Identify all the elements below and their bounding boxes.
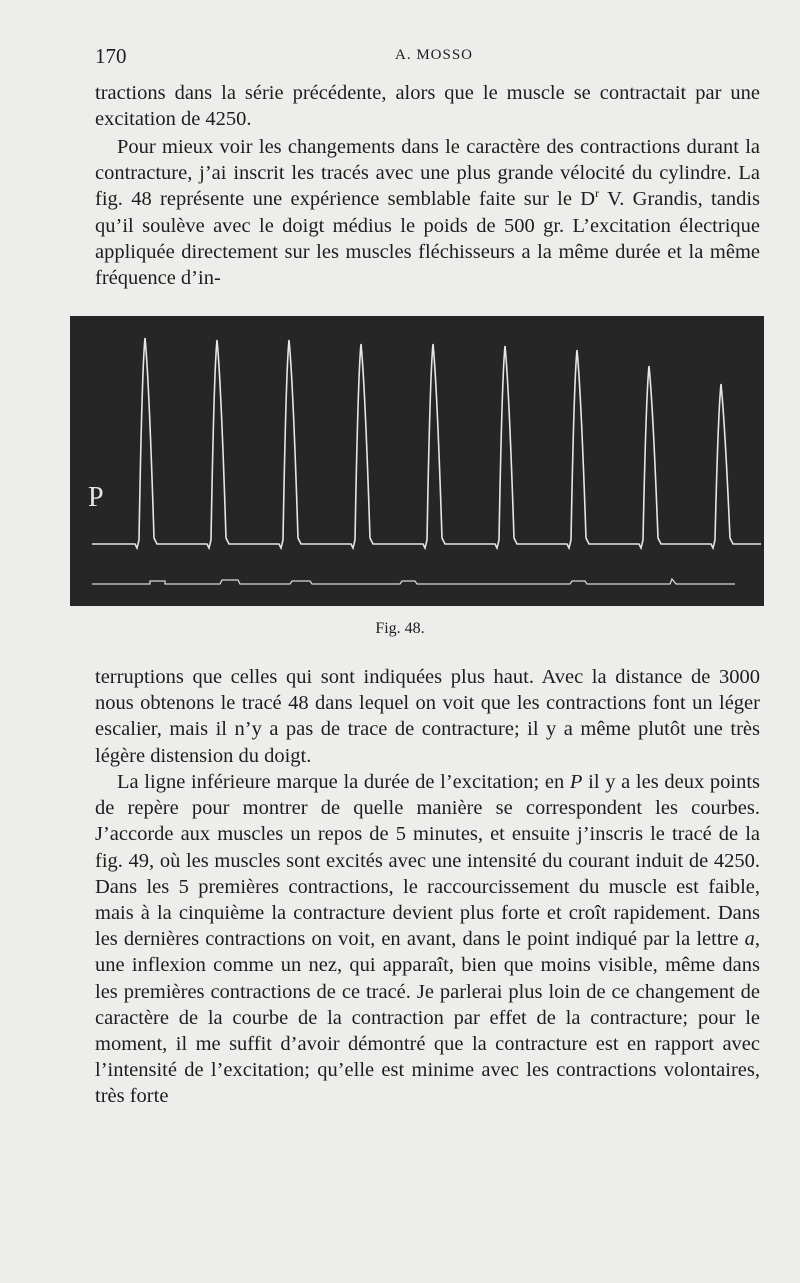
paragraph-1: tractions dans la série précédente, alors que le muscle se contractait par une excitation de 4250.	[95, 82, 760, 131]
marker-p-label: P	[88, 482, 104, 513]
paragraph-3: terruptions que celles qui sont indiquées plus haut. Avec la distance de 3000 nous obtenons le tracé 48 dans lequel on voit que les contractions font un léger escalier, mais il n’y a pas de trace de contracture; il y a même plutôt une très légère distension du doigt.	[95, 666, 760, 767]
running-head: A. MOSSO	[395, 47, 474, 63]
excitation-signal-line	[92, 579, 735, 584]
paragraph-2: Pour mieux voir les changements dans le caractère des contractions durant la contracture, j’ai inscrit les tracés avec une plus grande vélocité du cylindre. La fig. 48 représente une expérience semblable faite sur le $D^r$ V. Grandis, tandis qu’il soulève avec le doigt médius le poids de 500 gr. L’excitation électrique appliquée directement sur les muscles fléchisseurs a la même durée et la même fréquence d’in-	[95, 136, 760, 290]
figure-48-tracing	[70, 316, 764, 606]
figure-caption: Fig. 48.	[375, 620, 425, 637]
contraction-curve	[92, 338, 761, 548]
page-number: 170	[95, 44, 127, 68]
paragraph-4: La ligne inférieure marque la durée de l’excitation; en P il y a les deux points de repère pour montrer de quelle manière se correspondent les courbes. J’accorde aux muscles un repos de 5 minutes, et ensuite j’inscris le tracé de la fig. 49, où les muscles sont excités avec une intensité du courant induit de 4250. Dans les 5 premières contractions, le raccourcissement du muscle est faible, mais à la cinquième la contracture devient plus forte et croît rapidement. Dans les dernières contractions on voit, en avant, dans le point indiqué par la lettre a, une inflexion comme un nez, qui apparaît, bien que moins visible, même dans les premières contractions de ce tracé. Je parlerai plus loin de ce changement de caractère de la courbe de la contraction par effet de la contracture; pour le moment, il me suffit d’avoir démontré que la contracture est en rapport avec l’intensité de l’excitation; qu’elle est minime avec les contractions volontaires, très forte	[95, 771, 761, 1108]
page-header	[95, 44, 760, 74]
myograph-tracing	[70, 316, 764, 606]
